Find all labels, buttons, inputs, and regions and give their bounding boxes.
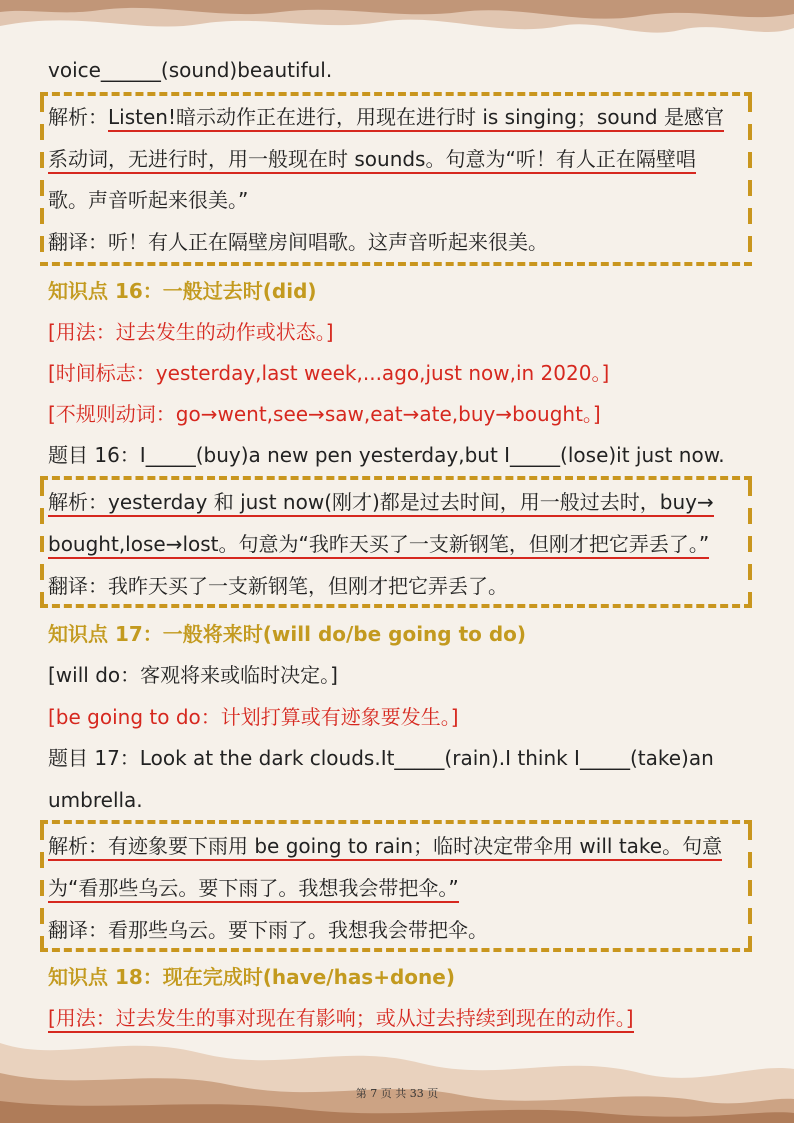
translation-line: 翻译：听！有人正在隔壁房间唱歌。这声音听起来很美。 <box>48 230 548 254</box>
analysis-line: 为“看那些乌云。要下雨了。我想我会带把伞。” <box>48 874 754 902</box>
analysis-line: 歌。声音听起来很美。” <box>48 188 249 212</box>
usage-note: [用法：过去发生的事对现在有影响；或从过去持续到现在的动作。] <box>48 1004 754 1032</box>
knowledge-point-heading: 知识点 18：现在完成时(have/has+done) <box>48 965 455 989</box>
box-left-border <box>40 96 44 262</box>
box-left-border <box>40 824 44 948</box>
analysis-line: 解析：Listen!暗示动作正在进行，用现在进行时 is singing；sound 是感官 <box>48 103 754 131</box>
analysis-line: 解析：有迹象要下雨用 be going to rain；临时决定带伞用 will take。句意 <box>48 832 754 860</box>
knowledge-point-heading: 知识点 16：一般过去时(did) <box>48 279 317 303</box>
page-number: 第 7 页 共 33 页 <box>355 1087 439 1100</box>
question-line: 题目 16：I_____(buy)a new pen yesterday,but I_____(lose)it just now. <box>48 443 725 467</box>
question-line: 题目 17：Look at the dark clouds.It_____(rain).I think I_____(take)an <box>48 746 714 770</box>
question-line: umbrella. <box>48 788 143 812</box>
knowledge-point-heading: 知识点 17：一般将来时(will do/be going to do) <box>48 622 527 646</box>
analysis-line: 解析：yesterday 和 just now(刚才)都是过去时间，用一般过去时，buy→ <box>48 488 754 516</box>
usage-note: [will do：客观将来或临时决定。] <box>48 663 338 687</box>
box-left-border <box>40 480 44 604</box>
analysis-line: 系动词，无进行时，用一般现在时 sounds。句意为“听！有人正在隔壁唱 <box>48 145 754 173</box>
usage-note: [不规则动词：go→went,see→saw,eat→ate,buy→bought。] <box>48 402 601 426</box>
usage-note: [be going to do：计划打算或有迹象要发生。] <box>48 705 459 729</box>
usage-note: [时间标志：yesterday,last week,...ago,just now,in 2020。] <box>48 361 610 385</box>
text-line: voice______(sound)beautiful. <box>48 58 333 82</box>
usage-note: [用法：过去发生的动作或状态。] <box>48 320 334 344</box>
analysis-underlined-text: Listen!暗示动作正在进行，用现在进行时 is singing；sound 是感官 <box>108 105 724 132</box>
translation-line: 翻译：看那些乌云。要下雨了。我想我会带把伞。 <box>48 918 488 942</box>
analysis-line: bought,lose→lost。句意为“我昨天买了一支新钢笔，但刚才把它弄丢了。” <box>48 530 754 558</box>
torn-paper-top <box>0 0 794 60</box>
translation-line: 翻译：我昨天买了一支新钢笔，但刚才把它弄丢了。 <box>48 574 508 598</box>
